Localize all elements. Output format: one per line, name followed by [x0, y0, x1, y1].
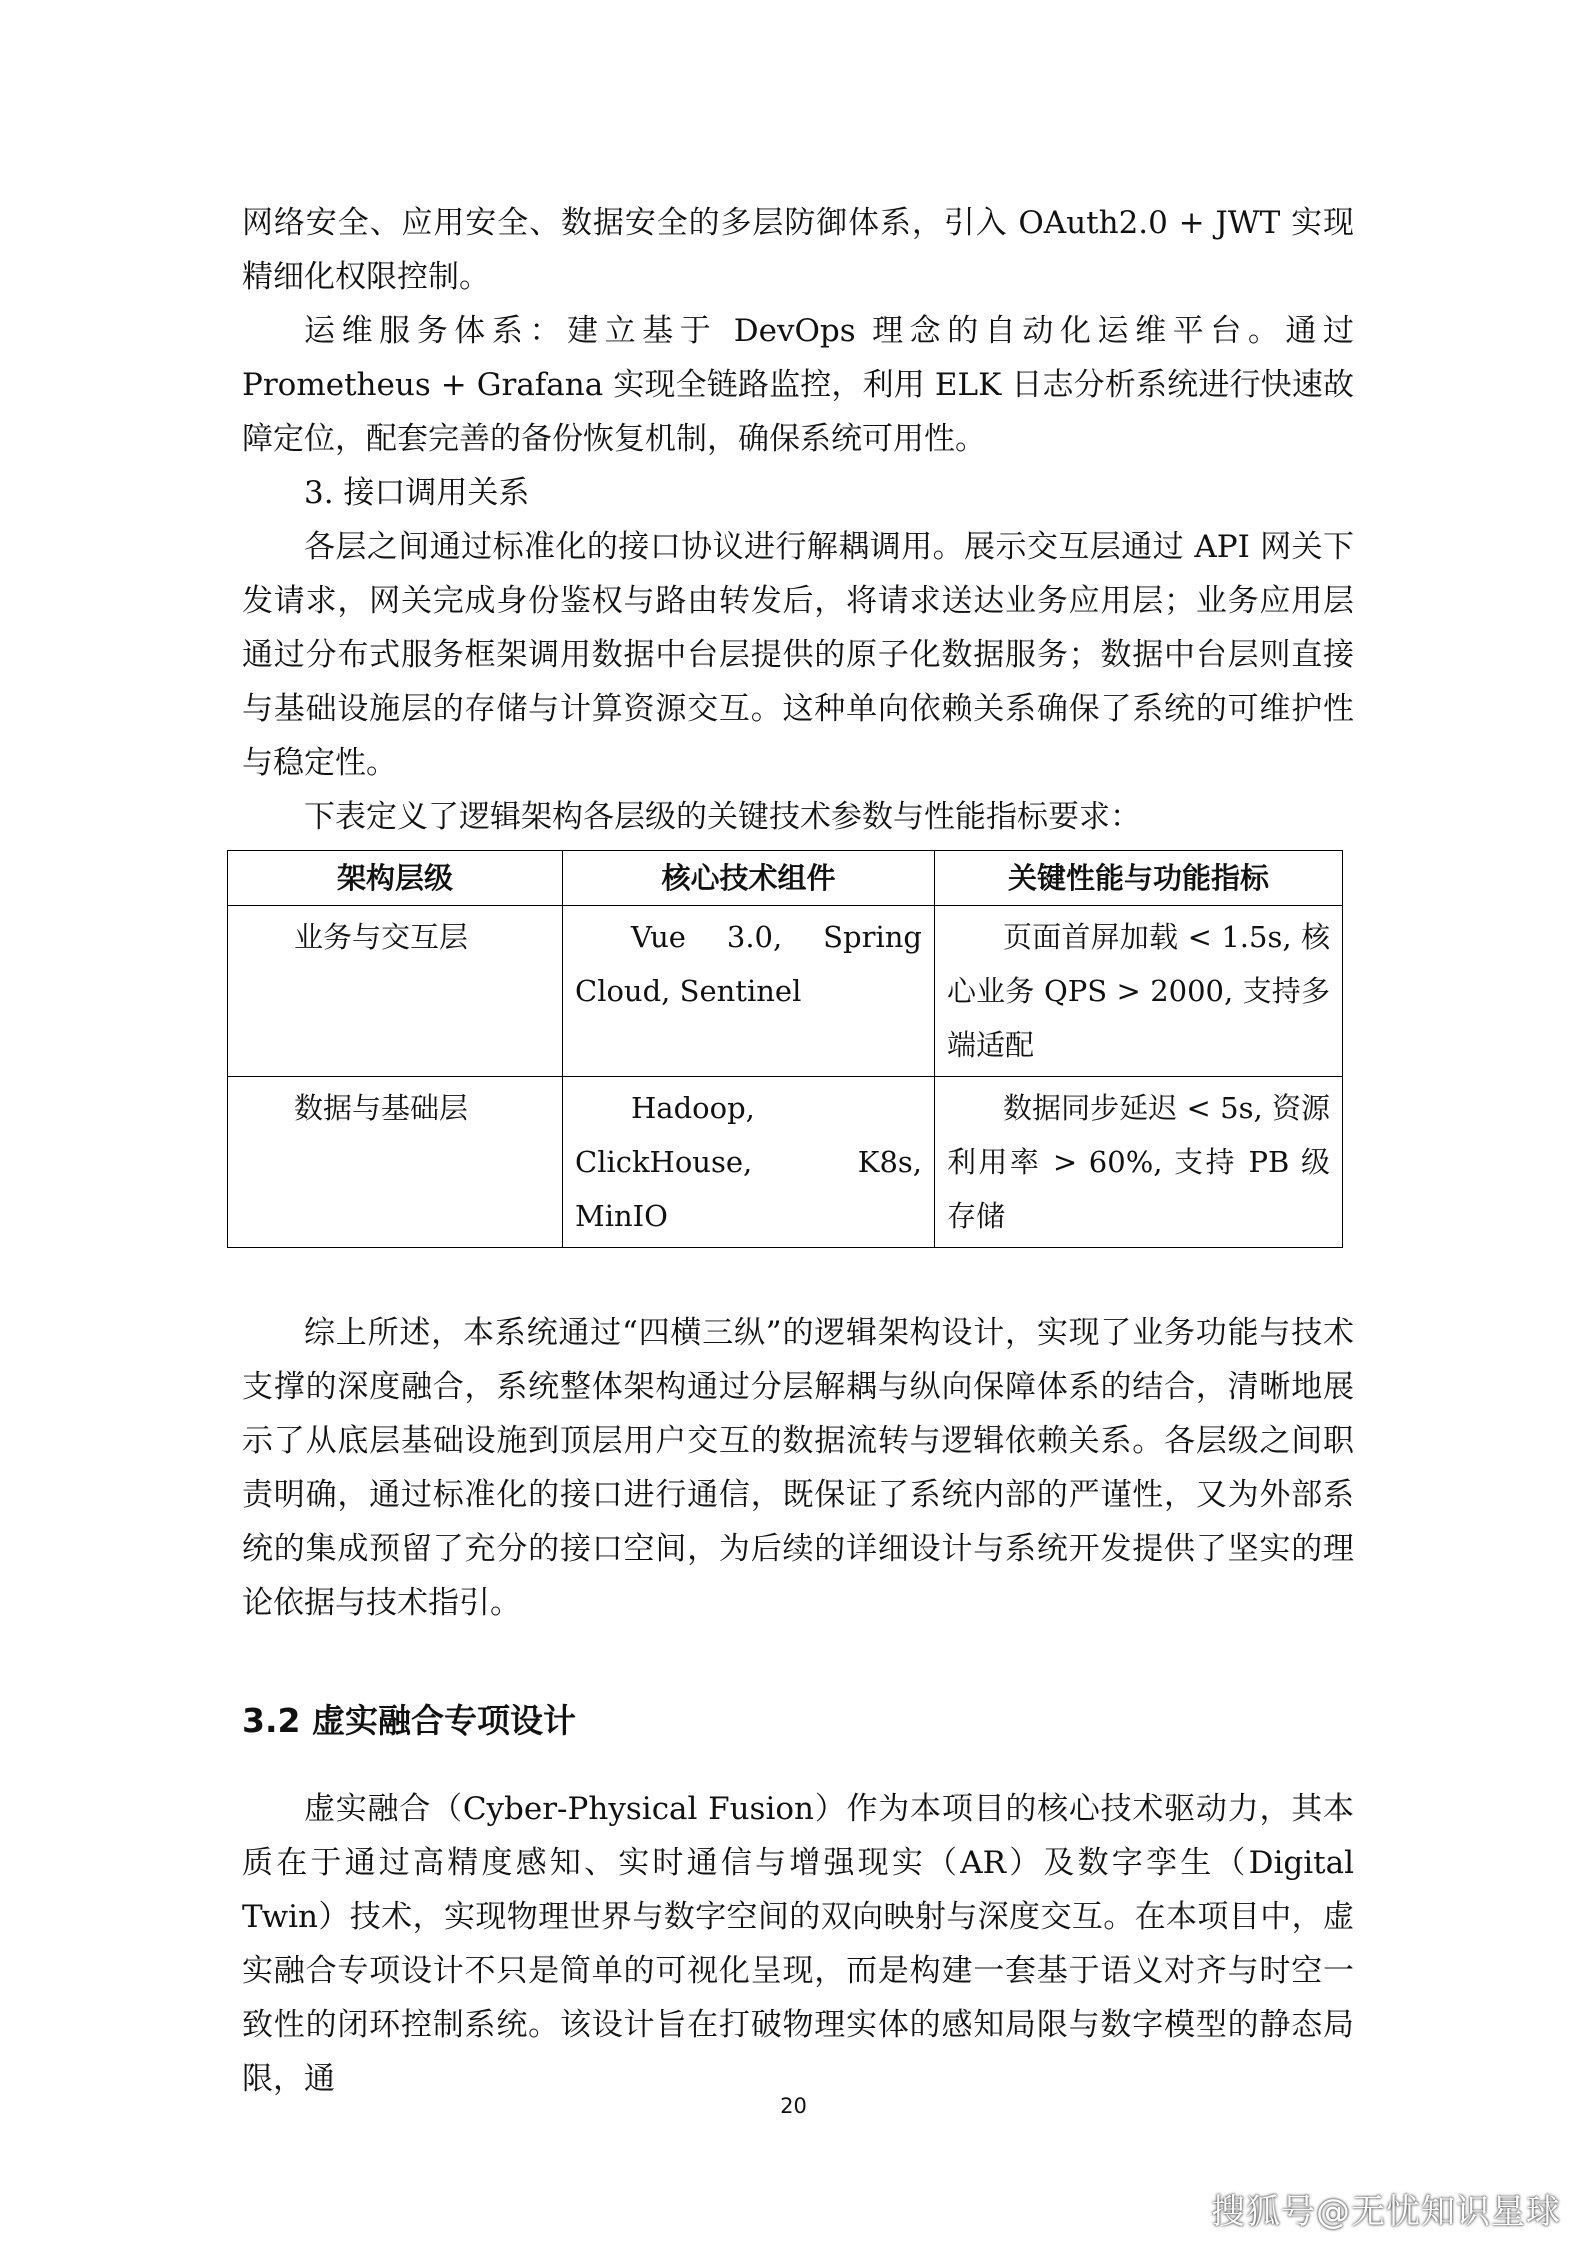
page-number: 20	[780, 2094, 807, 2118]
spacer	[242, 1248, 1354, 1306]
page-content	[242, 196, 1354, 2106]
table-cell-metrics: 数据同步延迟 < 5s, 资源利用率 > 60%, 支持 PB 级存储	[935, 1077, 1343, 1248]
paragraph-summary: 综上所述，本系统通过“四横三纵”的逻辑架构设计，实现了业务功能与技术支撑的深度融合，系统整体架构通过分层解耦与纵向保障体系的结合，清晰地展示了从底层基础设施到顶层用户交互的数据流转与逻辑依赖关系。各层级之间职责明确，通过标准化的接口进行通信，既保证了系统内部的严谨性，又为外部系统的集成预留了充分的接口空间，为后续的详细设计与系统开发提供了坚实的理论依据与技术指引。	[242, 1315, 1354, 1621]
table-header-row	[228, 851, 1343, 906]
paragraph-section-intro: 虚实融合（Cyber-Physical Fusion）作为本项目的核心技术驱动力，其本质在于通过高精度感知、实时通信与增强现实（AR）及数字孪生（Digital Twin）技术，实现物理世界与数字空间的双向映射与深度交互。在本项目中，虚实融合专项设计不只是简单的可视化呈现，而是构建一套基于语义对齐与时空一致性的闭环控制系统。该设计旨在打破物理实体的感知局限与数字模型的静态局限，通	[242, 1791, 1354, 2097]
table-header-cell: 核心技术组件	[563, 851, 935, 906]
architecture-table	[227, 850, 1343, 1248]
section-heading: 3.2 虚实融合专项设计	[242, 1701, 576, 1740]
table-caption: 下表定义了逻辑架构各层级的关键技术参数与性能指标要求：	[304, 799, 1141, 835]
table-row	[228, 1077, 1343, 1248]
table-header-cell: 关键性能与功能指标	[935, 851, 1343, 906]
table-cell-components: Vue 3.0, Spring Cloud, Sentinel	[563, 906, 935, 1077]
paragraph-interface: 各层之间通过标准化的接口协议进行解耦调用。展示交互层通过 API 网关下发请求，网关完成身份鉴权与路由转发后，将请求送达业务应用层；业务应用层通过分布式服务框架调用数据中台层提供的原子化数据服务；数据中台层则直接与基础设施层的存储与计算资源交互。这种单向依赖关系确保了系统的可维护性与稳定性。	[242, 529, 1354, 781]
spacer	[242, 1630, 1354, 1694]
paragraph-security: 网络安全、应用安全、数据安全的多层防御体系，引入 OAuth2.0 + JWT 实现精细化权限控制。	[242, 205, 1354, 295]
table-row	[228, 906, 1343, 1077]
paragraph-ops: 运维服务体系：建立基于 DevOps 理念的自动化运维平台。通过 Prometheus + Grafana 实现全链路监控，利用 ELK 日志分析系统进行快速故障定位，配套完善的备份恢复机制，确保系统可用性。	[242, 313, 1354, 457]
table-header-cell: 架构层级	[228, 851, 563, 906]
table-cell-layer: 业务与交互层	[228, 906, 563, 1077]
table-cell-layer: 数据与基础层	[228, 1077, 563, 1248]
table-cell-metrics: 页面首屏加载 < 1.5s, 核心业务 QPS > 2000, 支持多端适配	[935, 906, 1343, 1077]
table-cell-components: Hadoop, ClickHouse, K8s, MinIO	[563, 1077, 935, 1248]
spacer	[242, 1748, 1354, 1782]
subheading-interface: 3. 接口调用关系	[304, 475, 530, 511]
watermark: 搜狐号@无忧知识星球	[1211, 2192, 1561, 2232]
